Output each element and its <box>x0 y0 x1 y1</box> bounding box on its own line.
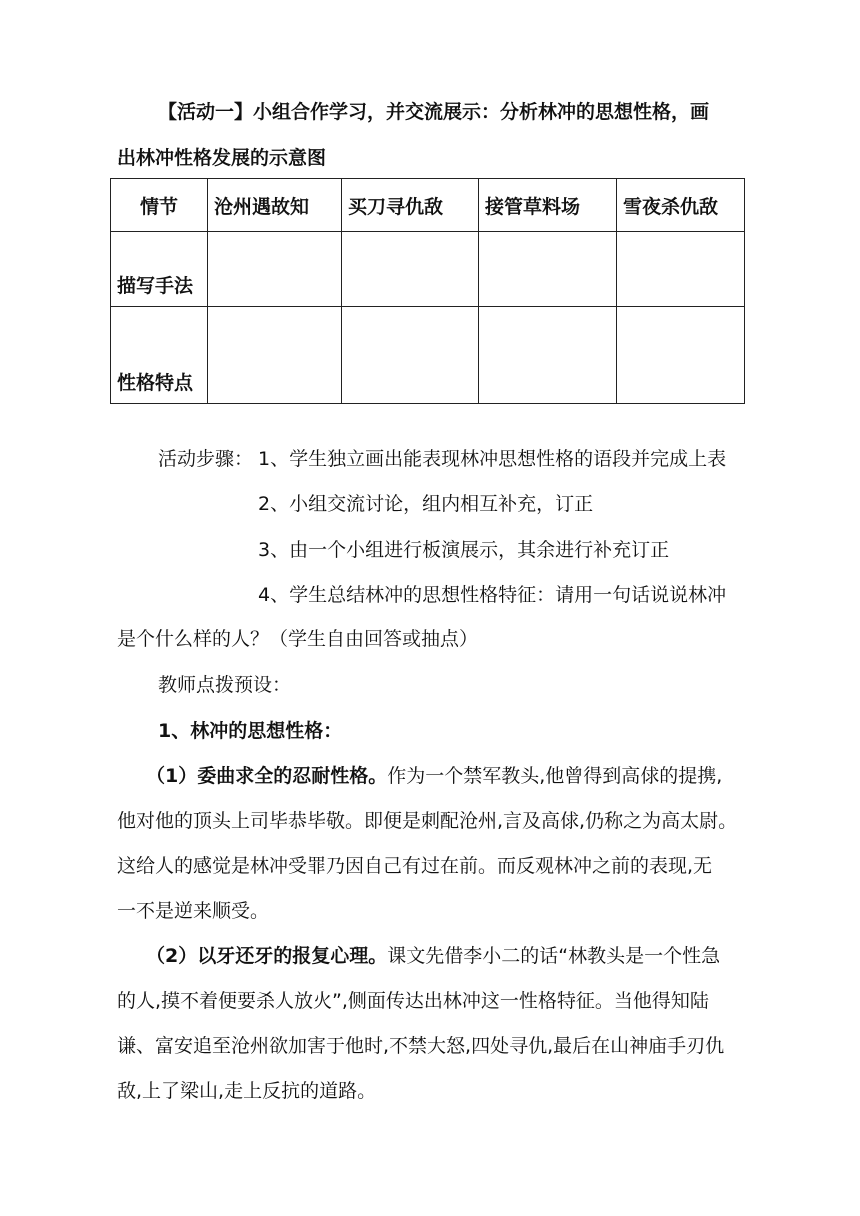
table-header-row <box>111 179 745 232</box>
section-title: 1、林冲的思想性格： <box>158 720 343 742</box>
paragraph-text: 作为一个禁军教头,他曾得到高俅的提携, <box>387 765 723 787</box>
paragraph-line: 一不是逆来顺受。 <box>117 900 270 922</box>
table-header-cell: 接管草料场 <box>479 179 617 232</box>
table-header-cell: 雪夜杀仇敌 <box>617 179 745 232</box>
paragraph-line <box>146 941 720 971</box>
activity-heading-line1: 【活动一】小组合作学习，并交流展示：分析林冲的思想性格，画 <box>158 101 710 123</box>
paragraph-line: 的人,摸不着便要杀人放火”,侧面传达出林冲这一性格特征。当他得知陆 <box>117 990 709 1012</box>
paragraph-line <box>146 761 722 791</box>
table-cell <box>617 232 745 307</box>
paragraph-line: 谦、富安追至沧州欲加害于他时,不禁大怒,四处寻仇,最后在山神庙手刃仇 <box>117 1035 725 1057</box>
table-cell <box>479 307 617 404</box>
table-header-cell: 情节 <box>111 179 208 232</box>
activity-heading-line2: 出林冲性格发展的示意图 <box>117 147 327 169</box>
row-label: 性格特点 <box>111 307 208 404</box>
step-item: 3、由一个小组进行板演展示，其余进行补充订正 <box>258 539 670 561</box>
teacher-preset-label: 教师点拨预设： <box>158 674 292 696</box>
table-cell <box>617 307 745 404</box>
paragraph-bold-lead: （2）以牙还牙的报复心理。 <box>146 945 388 967</box>
table-cell <box>342 232 479 307</box>
table-cell <box>479 232 617 307</box>
table-row <box>111 307 745 404</box>
table-cell <box>342 307 479 404</box>
step-item: 4、学生总结林冲的思想性格特征：请用一句话说说林冲 <box>258 584 727 606</box>
table-header-cell: 买刀寻仇敌 <box>342 179 479 232</box>
steps-label: 活动步骤： <box>158 448 254 470</box>
table-cell <box>208 232 342 307</box>
row-label: 描写手法 <box>111 232 208 307</box>
step-item-continuation: 是个什么样的人？（学生自由回答或抽点） <box>117 628 479 650</box>
table-header-cell: 沧州遇故知 <box>208 179 342 232</box>
paragraph-line: 这给人的感觉是林冲受罪乃因自己有过在前。而反观林冲之前的表现,无 <box>117 855 713 877</box>
step-item: 2、小组交流讨论，组内相互补充，订正 <box>258 493 594 515</box>
table-cell <box>208 307 342 404</box>
paragraph-line: 他对他的顶头上司毕恭毕敬。即便是刺配沧州,言及高俅,仍称之为高太尉。 <box>117 810 738 832</box>
paragraph-bold-lead: （1）委曲求全的忍耐性格。 <box>146 765 388 787</box>
character-analysis-table <box>110 178 745 404</box>
table-row <box>111 232 745 307</box>
paragraph-text: 课文先借李小二的话“林教头是一个性急 <box>387 945 721 967</box>
step-item: 1、学生独立画出能表现林冲思想性格的语段并完成上表 <box>258 448 727 470</box>
paragraph-line: 敌,上了梁山,走上反抗的道路。 <box>117 1080 377 1102</box>
